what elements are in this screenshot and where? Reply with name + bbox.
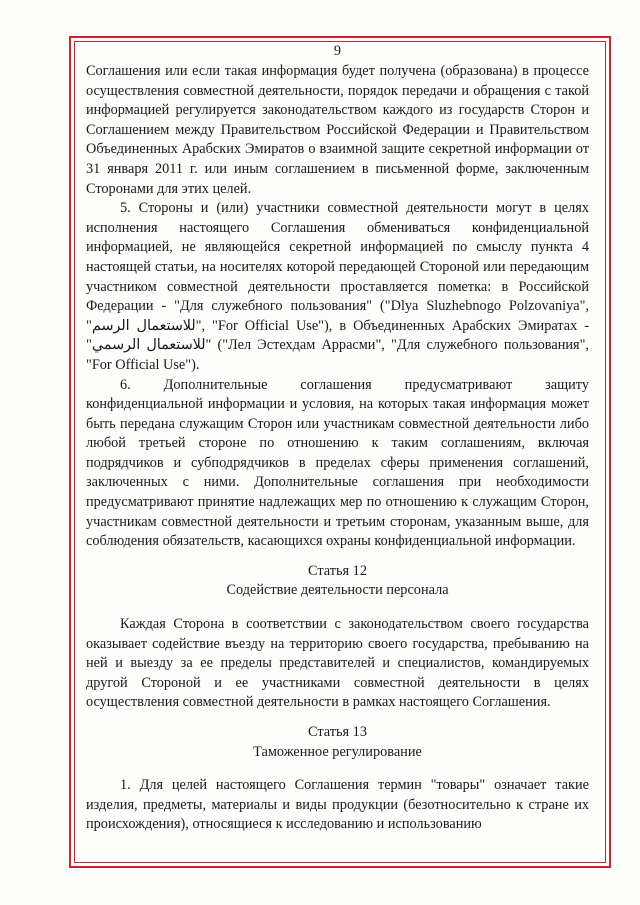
paragraph-continuation: Соглашения или если такая информация будет получена (образована) в процессе осуществления совместной деятельности, порядок передачи и обращения с такой информацией регулируется законодательством каждого из государств Сторон и Соглашением между Правительством Российской Федерации и Правительством Объединенных Арабских Эмиратов о взаимной защите секретной информации от 31 января 2011 г. или иным соглашением в письменной форме, заключенным Сторонами для этих целей.: [86, 63, 589, 197]
article-13-text: 1. Для целей настоящего Соглашения термин "товары" означает такие изделия, предметы, материалы и виды продукции (безотносительно к стране их происхождения), относящиеся к исследованию и использованию: [86, 777, 589, 833]
article-13-title: Таможенное регулирование: [253, 743, 422, 760]
article-12-number: Статья 12: [308, 562, 367, 579]
article-12-title: Содействие деятельности персонала: [226, 582, 449, 599]
article-12-text: Каждая Сторона в соответствии с законодательством своего государства оказывает содействие въезду на территорию своего государства, пребыванию на ней и выезду за ее пределы представителей и специалистов, командируемых другой Стороной и ее участниками совместной деятельности в целях осуществления совместной деятельности в рамках настоящего Соглашения.: [86, 616, 589, 711]
paragraph-item-5: 5. Стороны и (или) участники совместной деятельности могут в целях исполнения настоящего Соглашения обмениваться конфиденциальной информацией, не являющейся секретной информацией по смыслу пункта 4 настоящей статьи, на носителях которой передающей Стороной или передающим участником совместной деятельности проставляется пометка: в Российской Федерации - "Для служебного пользования" ("Dlya Sluzhebnogo Polzovaniya", "للاستعمال الرسم", "For Official Use"), в Объединенных Арабских Эмиратах - "للاستعمال الرسمي" ("Лел Эстехдам Аррасми", "Для служебного пользования", "For Official Use").: [86, 200, 589, 373]
article-13-number: Статья 13: [308, 724, 367, 740]
paragraph-item-6: 6. Дополнительные соглашения предусматривают защиту конфиденциальной информации и условия, на которых такая информация может быть передана служащим Сторон или участникам совместной деятельности либо любой третьей стороне по отношению к таким соглашениям, включая подрядчиков и субподрядчиков в пределах сферы применения соглашений, заключенных с ними. Дополнительные соглашения при необходимости предусматривают принятие надлежащих мер по отношению к служащим Сторон, участникам совместной деятельности и третьим сторонам, указанным выше, для соблюдения обязательств, касающихся охраны конфиденциальной информации.: [86, 376, 589, 550]
page-content: [86, 42, 589, 835]
page-number: 9: [333, 43, 342, 59]
